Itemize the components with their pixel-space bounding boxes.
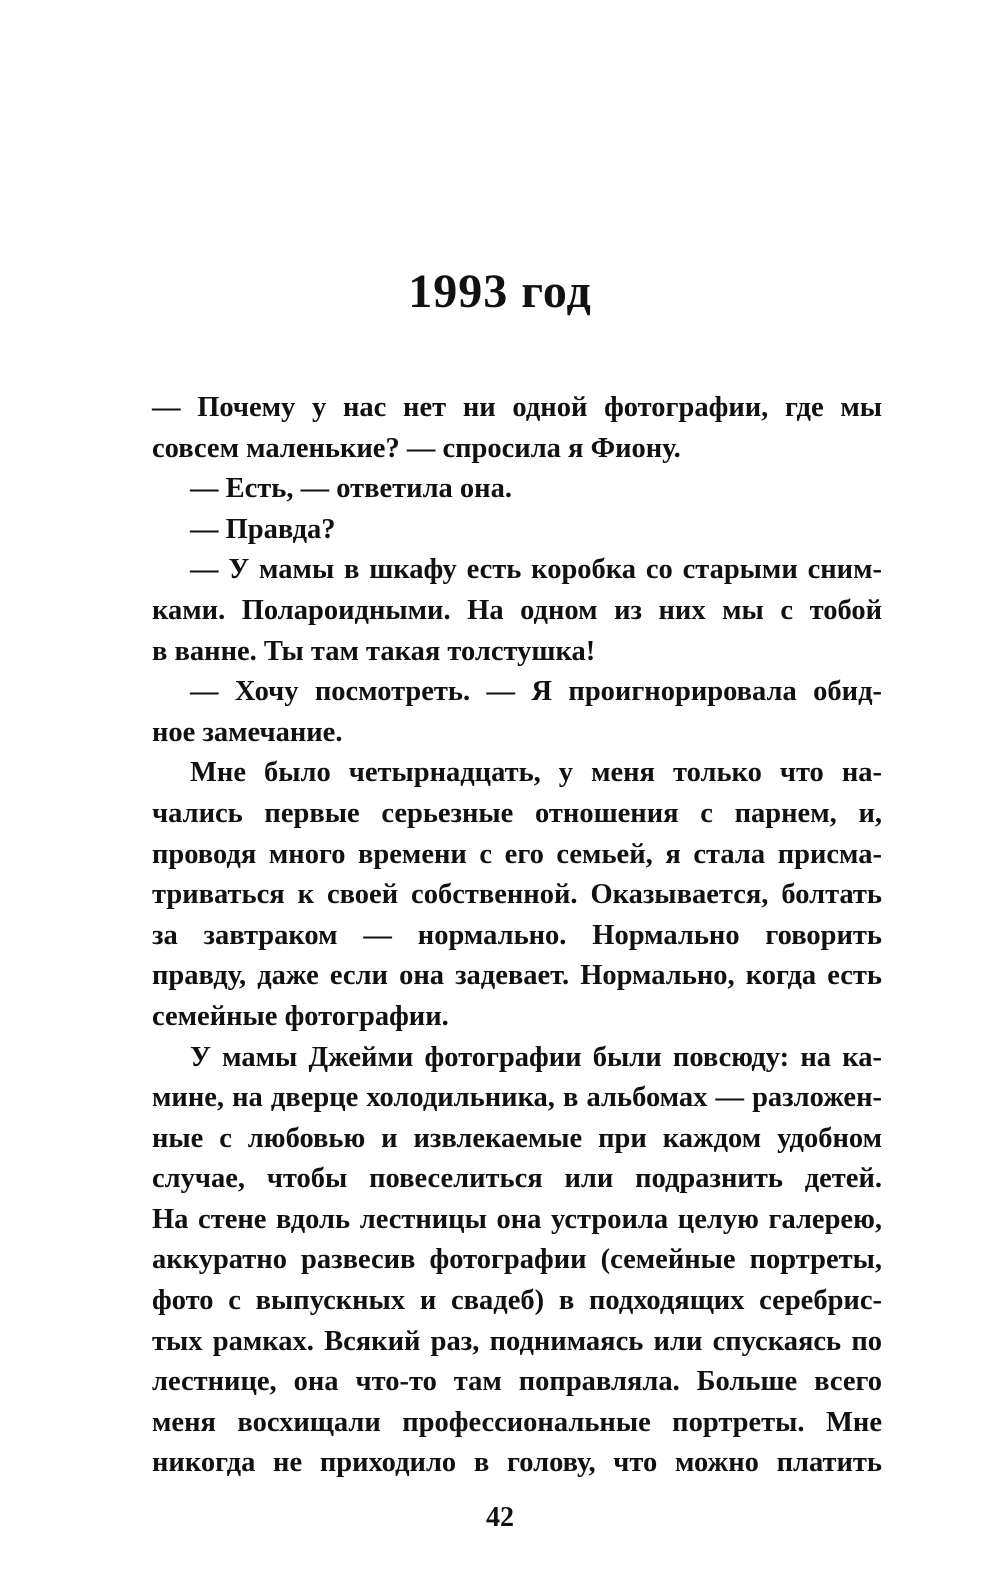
text-line: случае, чтобы повеселиться или подразнить детей. <box>152 1163 882 1195</box>
text-line: триваться к своей собственной. Оказывается, болтать <box>152 879 882 911</box>
body-text <box>152 388 882 1484</box>
text-line: ное замечание. <box>152 716 343 748</box>
text-line: тых рамках. Всякий раз, поднимаясь или спускаясь по <box>152 1325 882 1357</box>
text-line: чались первые серьезные отношения с парнем, и, <box>152 797 882 829</box>
text-line: меня восхищали профессиональные портреты. Мне <box>152 1406 882 1438</box>
text-line: проводя много времени с его семьей, я стала присма- <box>152 838 882 870</box>
text-line: — У мамы в шкафу есть коробка со старыми сним- <box>190 554 882 586</box>
text-line: ные с любовью и извлекаемые при каждом удобном <box>152 1122 882 1154</box>
text-line: никогда не приходило в голову, что можно платить <box>152 1447 882 1479</box>
text-line: семейные фотографии. <box>152 1000 449 1032</box>
chapter-title: 1993 год <box>408 265 592 318</box>
text-line: — Есть, — ответила она. <box>190 473 512 505</box>
text-line: Мне было четырнадцать, у меня только что на- <box>190 757 882 789</box>
text-line: правду, даже если она задевает. Нормально, когда есть <box>152 960 882 992</box>
text-line: лестнице, она что-то там поправляла. Больше всего <box>152 1366 882 1398</box>
text-line: — Почему у нас нет ни одной фотографии, где мы <box>152 392 882 423</box>
text-line: аккуратно развесив фотографии (семейные портреты, <box>152 1244 882 1276</box>
text-line: У мамы Джейми фотографии были повсюду: на ка- <box>190 1041 882 1073</box>
text-line: совсем маленькие? — спросила я Фиону. <box>152 432 681 464</box>
page-number: 42 <box>486 1502 514 1533</box>
text-line: — Правда? <box>190 513 336 545</box>
text-line: — Хочу посмотреть. — Я проигнорировала обид- <box>190 676 882 708</box>
text-line: На стене вдоль лестницы она устроила целую галерею, <box>152 1203 882 1235</box>
text-line: фото с выпускных и свадеб) в подходящих серебрис- <box>152 1285 882 1317</box>
text-line: ками. Полароидными. На одном из них мы с тобой <box>152 594 882 626</box>
text-line: мине, на дверце холодильника, в альбомах — разложен- <box>152 1082 882 1114</box>
text-line: за завтраком — нормально. Нормально говорить <box>152 919 882 951</box>
text-line: в ванне. Ты там такая толстушка! <box>152 635 596 667</box>
